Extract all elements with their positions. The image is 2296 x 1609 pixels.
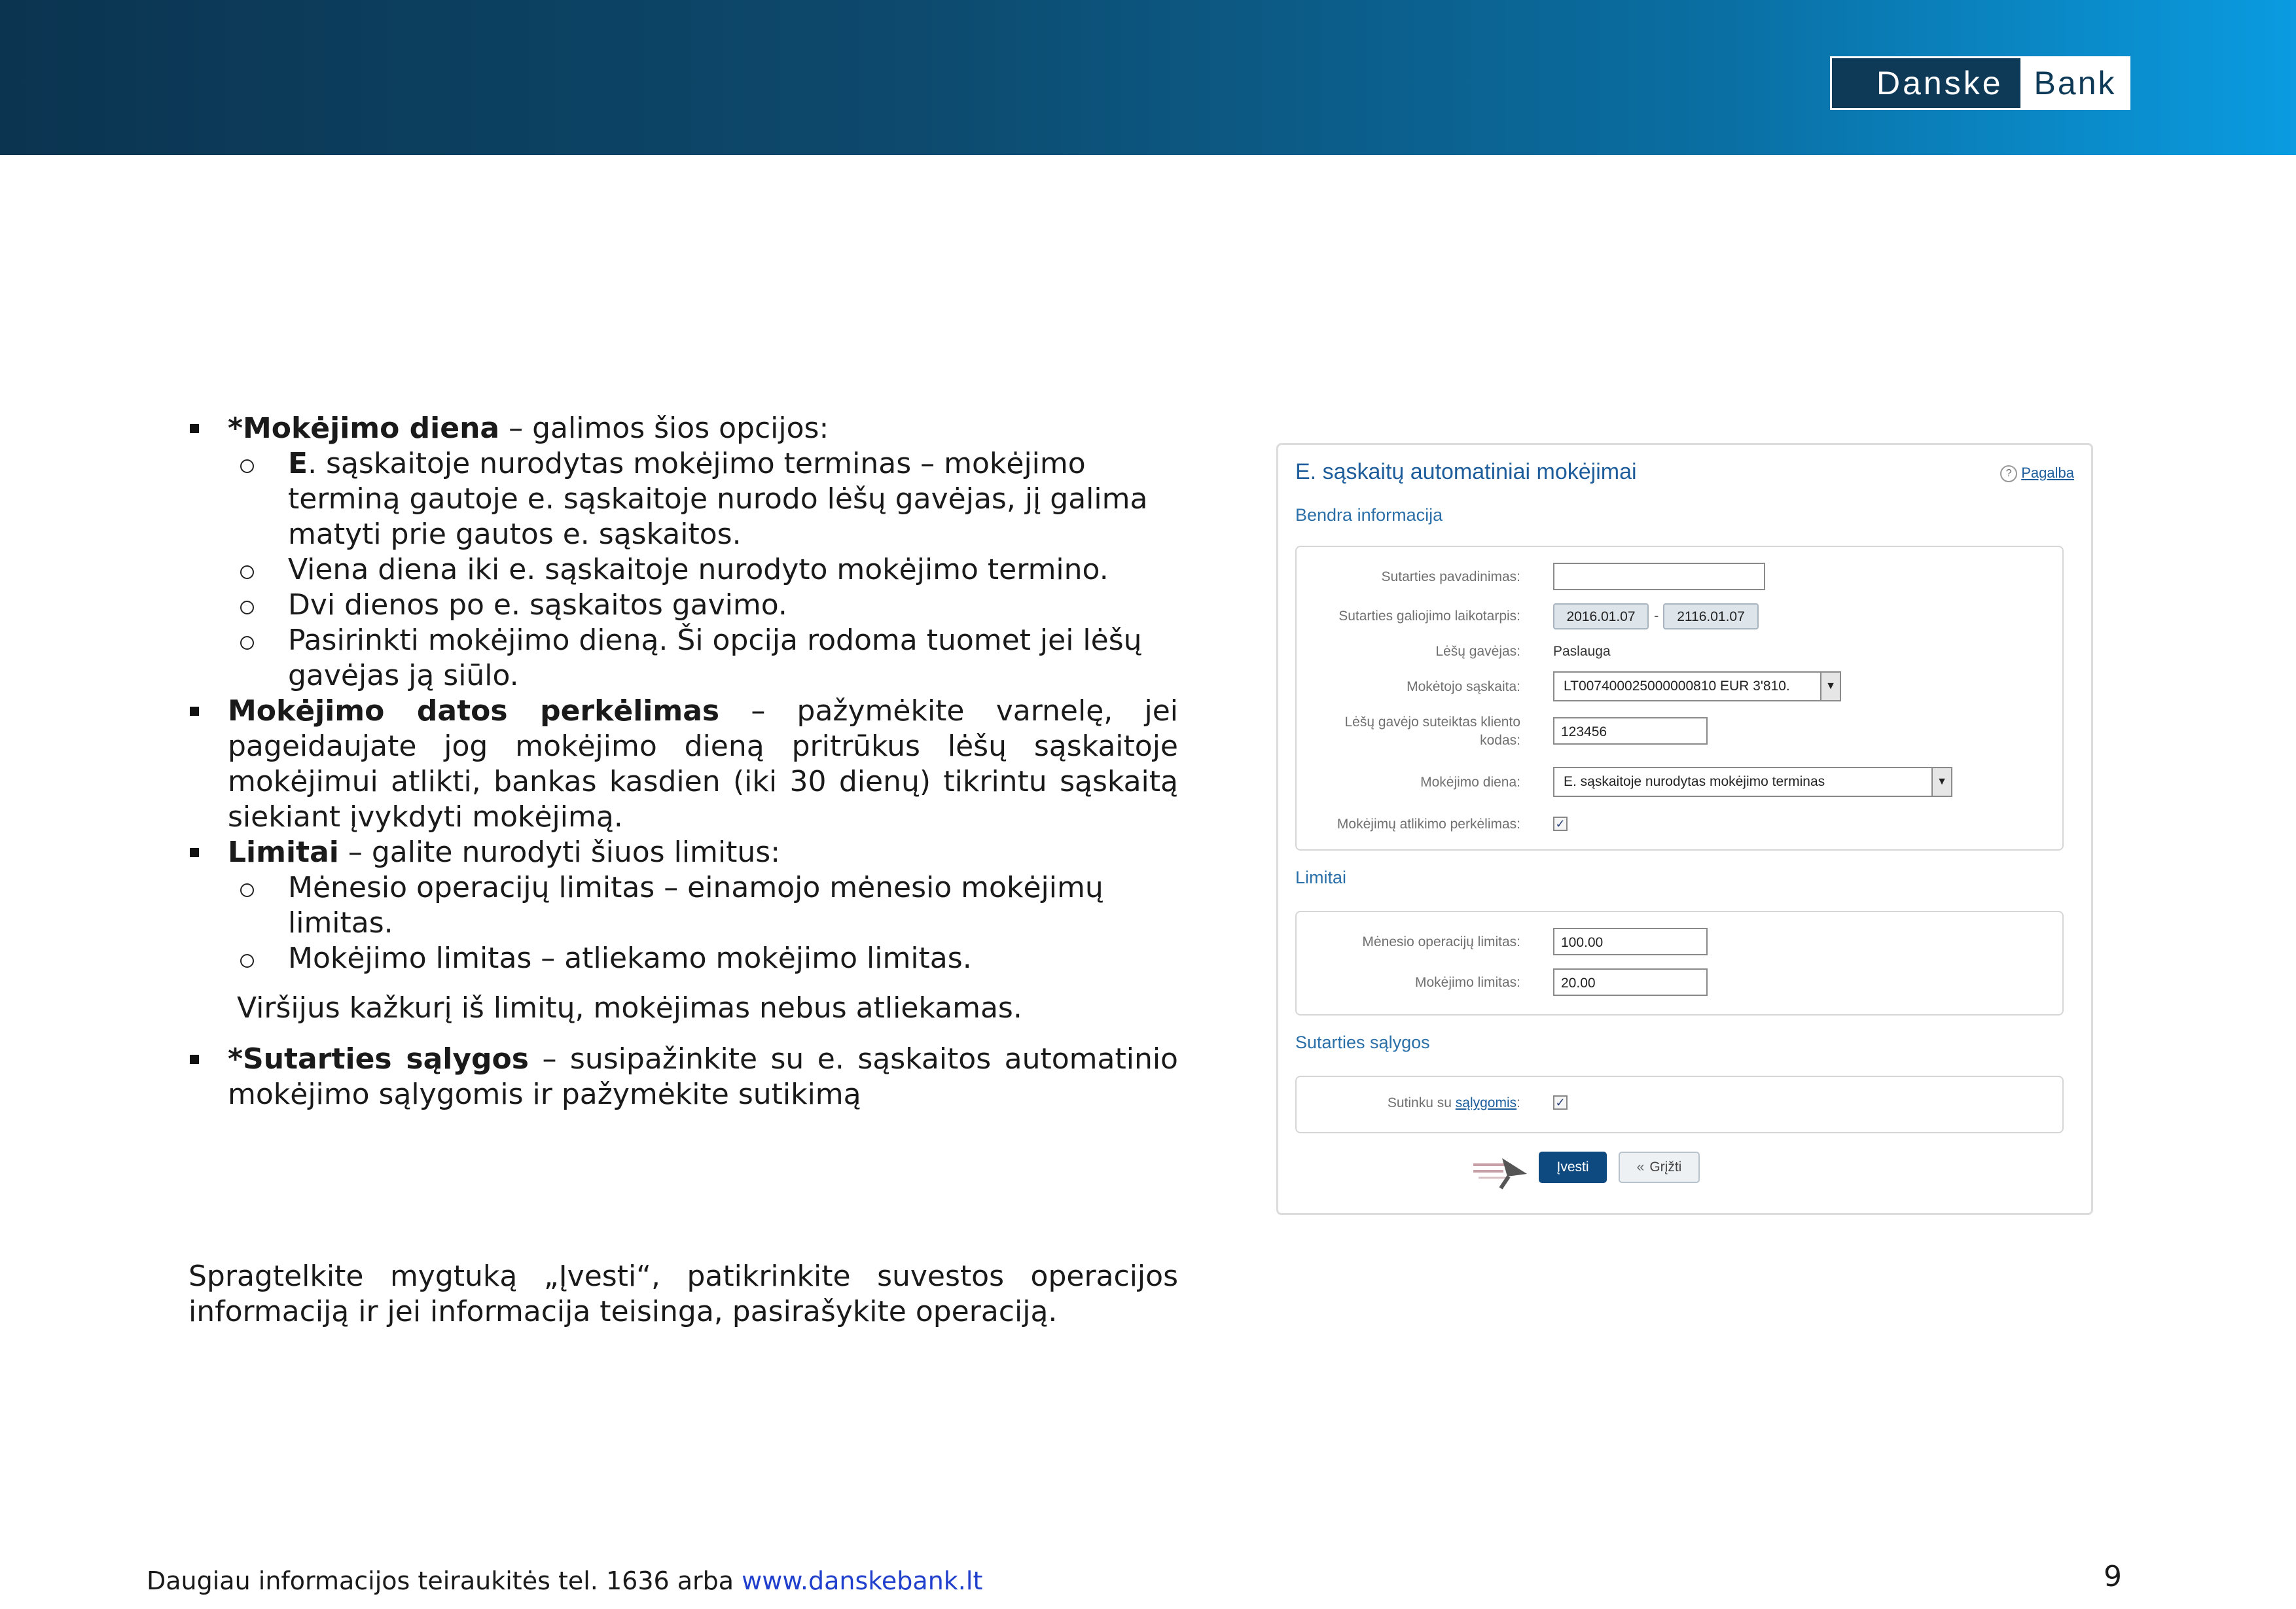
bullet-title: Limitai (228, 836, 339, 869)
checkmark-icon: ✓ (1555, 817, 1566, 830)
sub-item-bold: E (288, 447, 308, 480)
label-validity: Sutarties galiojimo laikotarpis: (1338, 609, 1520, 624)
bullet-text: – susipažinkite su e. sąskaitos automatinio mokėjimo sąlygomis ir pažymėkite sutikimą (228, 1042, 1178, 1111)
sub-item-text: . sąskaitoje nurodytas mokėjimo terminas – mokėjimo terminą gautoje e. sąskaitoje nurodo lėšų gavėjas, jį galima matyti prie gautos e. sąskaitos. (288, 447, 1148, 551)
label-client-code-2: kodas: (1480, 733, 1520, 748)
bullet-limits (188, 835, 1178, 870)
sub-item: Mėnesio operacijų limitas – einamojo mėnesio mokėjimų limitas. (188, 870, 1178, 941)
label-postpone: Mokėjimų atlikimo perkėlimas: (1336, 817, 1520, 832)
sub-item: Dvi dienos po e. sąskaitos gavimo. (188, 588, 1178, 623)
payment-day-select[interactable] (1553, 767, 1952, 797)
bullet-text: – pažymėkite varnelę, jei pageidaujate jog mokėjimo dieną pritrūkus lėšų sąskaitoje mokėjimui atlikti, bankas kasdien (iki 30 dienų) tikrintu sąskaitą siekiant įvykdyti mokėjimą. (228, 694, 1178, 834)
agree-suffix: : (1516, 1095, 1520, 1110)
bullet-title: *Mokėjimo diena (228, 412, 500, 445)
label-agree (1388, 1095, 1520, 1111)
row-validity (1297, 601, 2062, 633)
row-agree (1297, 1089, 2062, 1122)
footer-info: Daugiau informacijos teiraukitės tel. 1636 arba (147, 1566, 742, 1595)
auto-payment-form (1276, 443, 2093, 1215)
question-circle-icon: ? (2000, 465, 2017, 482)
back-button[interactable] (1619, 1152, 1700, 1183)
label-client-code-1: Lėšų gavėjo suteiktas kliento (1344, 715, 1520, 730)
date-from-field[interactable]: 2016.01.07 (1553, 603, 1649, 629)
row-payer-account (1297, 671, 2062, 704)
row-postpone (1297, 810, 2062, 843)
closing-paragraph: Spragtelkite mygtuką „Įvesti“, patikrinkite suvestos operacijos informaciją ir jei informacija teisinga, pasirašykite operaciją. (188, 1260, 1178, 1328)
limits-box (1295, 911, 2064, 1016)
bullet-text: – galimos šios opcijos: (499, 412, 829, 445)
submit-button[interactable]: Įvesti (1539, 1152, 1607, 1183)
terms-box (1295, 1076, 2064, 1133)
section-limits-title: Limitai (1295, 868, 1347, 887)
agree-checkbox[interactable] (1553, 1095, 1568, 1110)
label-monthly-limit: Mėnesio operacijų limitas: (1362, 934, 1520, 949)
logo-danske: Danske (1832, 58, 2020, 108)
row-payment-day (1297, 767, 2062, 800)
payer-account-select[interactable] (1553, 671, 1841, 701)
row-monthly-limit (1297, 925, 2062, 958)
client-code-input[interactable]: 123456 (1553, 717, 1708, 745)
back-button-label: Grįžti (1649, 1159, 1682, 1175)
date-to-field[interactable]: 2116.01.07 (1663, 603, 1759, 629)
row-contract-name (1297, 560, 2062, 593)
chevron-down-icon[interactable]: ▼ (1931, 768, 1951, 796)
help-link-label: Pagalba (2021, 465, 2074, 481)
contract-name-input[interactable] (1553, 563, 1765, 590)
row-payment-limit (1297, 966, 2062, 999)
row-payee (1297, 636, 2062, 669)
payer-account-value: LT007400025000000810 EUR 3'810. (1564, 679, 1790, 694)
danske-bank-logo[interactable] (1830, 56, 2130, 110)
label-payee: Lėšų gavėjas: (1435, 644, 1520, 659)
label-payment-day: Mokėjimo diena: (1420, 775, 1520, 790)
bullet-text: – galite nurodyti šiuos limitus: (338, 836, 781, 869)
label-payment-limit: Mokėjimo limitas: (1414, 975, 1520, 990)
bullet-postpone (188, 694, 1178, 835)
section-general-title: Bendra informacija (1295, 505, 1443, 525)
label-payer-account: Mokėtojo sąskaita: (1407, 679, 1520, 694)
pointer-arrow-icon (1472, 1152, 1530, 1190)
website-link[interactable]: www.danskebank.lt (742, 1566, 983, 1595)
payee-value: Paslauga (1553, 644, 1611, 659)
form-title: E. sąskaitų automatiniai mokėjimai (1295, 459, 1637, 484)
label-contract-name: Sutarties pavadinimas: (1381, 569, 1520, 584)
bullet-payment-day (188, 411, 1178, 446)
double-chevron-left-icon: « (1636, 1159, 1645, 1175)
bullet-terms (188, 1042, 1178, 1112)
sub-item: Pasirinkti mokėjimo dieną. Ši opcija rodoma tuomet jei lėšų gavėjas ją siūlo. (188, 623, 1178, 694)
bullet-title: Mokėjimo datos perkėlimas (228, 694, 720, 728)
help-link[interactable] (2000, 465, 2074, 482)
sub-item: Mokėjimo limitas – atliekamo mokėjimo limitas. (188, 941, 1178, 976)
chevron-down-icon[interactable]: ▼ (1820, 673, 1840, 700)
payment-limit-input[interactable]: 20.00 (1553, 968, 1708, 996)
agree-prefix: Sutinku su (1387, 1095, 1456, 1110)
sub-item (188, 446, 1178, 552)
terms-link[interactable]: sąlygomis (1455, 1095, 1517, 1110)
row-client-code (1297, 715, 2062, 756)
postpone-checkbox[interactable] (1553, 817, 1568, 831)
logo-bank: Bank (2020, 58, 2128, 108)
general-info-box (1295, 546, 2064, 851)
header-banner (0, 0, 2296, 155)
sub-item: Viena diena iki e. sąskaitoje nurodyto mokėjimo termino. (188, 552, 1178, 588)
instructions-text (188, 411, 1178, 1112)
section-terms-title: Sutarties sąlygos (1295, 1033, 1430, 1052)
checkmark-icon: ✓ (1555, 1096, 1566, 1109)
payment-day-value: E. sąskaitoje nurodytas mokėjimo terminas (1564, 774, 1825, 789)
monthly-limit-input[interactable]: 100.00 (1553, 928, 1708, 955)
limits-note: Viršijus kažkurį iš limitų, mokėjimas nebus atliekamas. (237, 991, 1022, 1025)
page-number: 9 (2104, 1560, 2122, 1593)
date-separator: - (1654, 607, 1659, 624)
bullet-title: *Sutarties sąlygos (228, 1042, 529, 1076)
footer-text (147, 1566, 982, 1595)
